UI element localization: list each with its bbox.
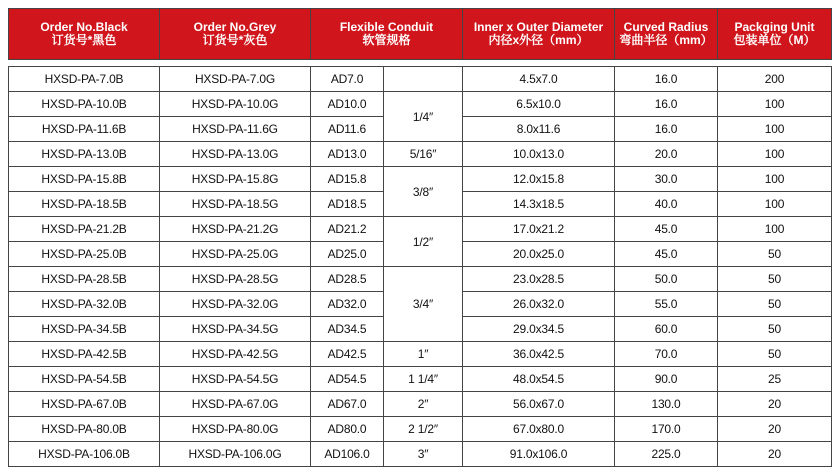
conduit-ad-cell: AD32.0 — [311, 292, 384, 317]
conduit-ad-cell: AD67.0 — [311, 392, 384, 417]
table-row — [9, 67, 832, 92]
header-order-grey-cn: 订货号*灰色 — [202, 33, 268, 47]
order-no-grey-cell: HXSD-PA-34.5G — [160, 317, 311, 342]
conduit-ad-cell: AD15.8 — [311, 167, 384, 192]
diameter-cell: 6.5x10.0 — [463, 92, 615, 117]
packaging-unit-cell: 50 — [718, 317, 832, 342]
header-flexible-conduit-en: Flexible Conduit — [339, 20, 434, 34]
packaging-unit-cell: 20 — [718, 392, 832, 417]
curved-radius-cell: 225.0 — [615, 442, 718, 467]
header-diameter — [463, 9, 615, 60]
table-row — [9, 342, 832, 367]
header-order-black — [9, 9, 160, 60]
conduit-size-cell: 2 1/2″ — [384, 417, 463, 442]
header-diameter-cn: 内径x外径（mm） — [488, 33, 589, 47]
curved-radius-cell: 130.0 — [615, 392, 718, 417]
diameter-cell: 23.0x28.5 — [463, 267, 615, 292]
conduit-ad-cell: AD42.5 — [311, 342, 384, 367]
packaging-unit-cell: 50 — [718, 267, 832, 292]
specification-table — [8, 8, 832, 467]
curved-radius-cell: 30.0 — [615, 167, 718, 192]
diameter-cell: 56.0x67.0 — [463, 392, 615, 417]
conduit-size-cell: 2″ — [384, 392, 463, 417]
packaging-unit-cell: 100 — [718, 92, 832, 117]
order-no-grey-cell: HXSD-PA-106.0G — [160, 442, 311, 467]
order-no-black-cell: HXSD-PA-7.0B — [9, 67, 160, 92]
packaging-unit-cell: 50 — [718, 342, 832, 367]
conduit-size-cell — [384, 67, 463, 92]
order-no-black-cell: HXSD-PA-106.0B — [9, 442, 160, 467]
diameter-cell: 20.0x25.0 — [463, 242, 615, 267]
conduit-ad-cell: AD13.0 — [311, 142, 384, 167]
order-no-grey-cell: HXSD-PA-67.0G — [160, 392, 311, 417]
diameter-cell: 8.0x11.6 — [463, 117, 615, 142]
packaging-unit-cell: 200 — [718, 67, 832, 92]
conduit-ad-cell: AD25.0 — [311, 242, 384, 267]
packaging-unit-cell: 100 — [718, 142, 832, 167]
conduit-size-cell: 3/4″ — [384, 267, 463, 342]
diameter-cell: 14.3x18.5 — [463, 192, 615, 217]
table-row — [9, 92, 832, 117]
diameter-cell: 36.0x42.5 — [463, 342, 615, 367]
conduit-ad-cell: AD106.0 — [311, 442, 384, 467]
packaging-unit-cell: 20 — [718, 442, 832, 467]
order-no-black-cell: HXSD-PA-28.5B — [9, 267, 160, 292]
diameter-cell: 29.0x34.5 — [463, 317, 615, 342]
conduit-ad-cell: AD80.0 — [311, 417, 384, 442]
curved-radius-cell: 45.0 — [615, 217, 718, 242]
curved-radius-cell: 170.0 — [615, 417, 718, 442]
order-no-grey-cell: HXSD-PA-11.6G — [160, 117, 311, 142]
header-flexible-conduit — [311, 9, 463, 60]
order-no-black-cell: HXSD-PA-34.5B — [9, 317, 160, 342]
header-diameter-en: Inner x Outer Diameter — [473, 20, 604, 34]
order-no-black-cell: HXSD-PA-11.6B — [9, 117, 160, 142]
order-no-grey-cell: HXSD-PA-10.0G — [160, 92, 311, 117]
curved-radius-cell: 20.0 — [615, 142, 718, 167]
order-no-black-cell: HXSD-PA-13.0B — [9, 142, 160, 167]
order-no-grey-cell: HXSD-PA-15.8G — [160, 167, 311, 192]
conduit-ad-cell: AD10.0 — [311, 92, 384, 117]
conduit-size-cell: 1/2″ — [384, 217, 463, 267]
packaging-unit-cell: 25 — [718, 367, 832, 392]
packaging-unit-cell: 20 — [718, 417, 832, 442]
table-body — [9, 67, 832, 467]
conduit-ad-cell: AD7.0 — [311, 67, 384, 92]
order-no-grey-cell: HXSD-PA-28.5G — [160, 267, 311, 292]
curved-radius-cell: 70.0 — [615, 342, 718, 367]
packaging-unit-cell: 100 — [718, 167, 832, 192]
conduit-size-cell: 3″ — [384, 442, 463, 467]
table-row — [9, 142, 832, 167]
conduit-ad-cell: AD54.5 — [311, 367, 384, 392]
order-no-black-cell: HXSD-PA-80.0B — [9, 417, 160, 442]
order-no-grey-cell: HXSD-PA-32.0G — [160, 292, 311, 317]
table-row — [9, 167, 832, 192]
order-no-grey-cell: HXSD-PA-13.0G — [160, 142, 311, 167]
order-no-grey-cell: HXSD-PA-54.5G — [160, 367, 311, 392]
curved-radius-cell: 40.0 — [615, 192, 718, 217]
diameter-cell: 91.0x106.0 — [463, 442, 615, 467]
header-flexible-conduit-cn: 软管规格 — [362, 33, 411, 47]
diameter-cell: 4.5x7.0 — [463, 67, 615, 92]
curved-radius-cell: 55.0 — [615, 292, 718, 317]
conduit-ad-cell: AD21.2 — [311, 217, 384, 242]
order-no-grey-cell: HXSD-PA-7.0G — [160, 67, 311, 92]
order-no-black-cell: HXSD-PA-15.8B — [9, 167, 160, 192]
diameter-cell: 67.0x80.0 — [463, 417, 615, 442]
order-no-black-cell: HXSD-PA-10.0B — [9, 92, 160, 117]
packaging-unit-cell: 50 — [718, 242, 832, 267]
table-row — [9, 417, 832, 442]
order-no-grey-cell: HXSD-PA-25.0G — [160, 242, 311, 267]
packaging-unit-cell: 100 — [718, 192, 832, 217]
table-header — [9, 9, 832, 67]
header-order-black-en: Order No.Black — [40, 20, 128, 34]
header-order-black-cn: 订货号*黑色 — [51, 33, 117, 47]
header-spacer — [9, 60, 832, 67]
diameter-cell: 17.0x21.2 — [463, 217, 615, 242]
curved-radius-cell: 90.0 — [615, 367, 718, 392]
conduit-ad-cell: AD11.6 — [311, 117, 384, 142]
order-no-black-cell: HXSD-PA-18.5B — [9, 192, 160, 217]
curved-radius-cell: 16.0 — [615, 92, 718, 117]
header-packaging-unit — [718, 9, 832, 60]
order-no-black-cell: HXSD-PA-67.0B — [9, 392, 160, 417]
packaging-unit-cell: 50 — [718, 292, 832, 317]
order-no-grey-cell: HXSD-PA-18.5G — [160, 192, 311, 217]
header-order-grey-en: Order No.Grey — [193, 20, 277, 34]
conduit-size-cell: 1 1/4″ — [384, 367, 463, 392]
conduit-size-cell: 5/16″ — [384, 142, 463, 167]
order-no-black-cell: HXSD-PA-25.0B — [9, 242, 160, 267]
order-no-black-cell: HXSD-PA-54.5B — [9, 367, 160, 392]
packaging-unit-cell: 100 — [718, 117, 832, 142]
diameter-cell: 26.0x32.0 — [463, 292, 615, 317]
conduit-size-cell: 1/4″ — [384, 92, 463, 142]
conduit-ad-cell: AD28.5 — [311, 267, 384, 292]
conduit-size-cell: 1″ — [384, 342, 463, 367]
table-row — [9, 442, 832, 467]
order-no-grey-cell: HXSD-PA-80.0G — [160, 417, 311, 442]
diameter-cell: 10.0x13.0 — [463, 142, 615, 167]
curved-radius-cell: 60.0 — [615, 317, 718, 342]
table-row — [9, 217, 832, 242]
header-curved-radius-en: Curved Radius — [623, 20, 709, 34]
conduit-ad-cell: AD34.5 — [311, 317, 384, 342]
curved-radius-cell: 50.0 — [615, 267, 718, 292]
conduit-ad-cell: AD18.5 — [311, 192, 384, 217]
curved-radius-cell: 45.0 — [615, 242, 718, 267]
diameter-cell: 12.0x15.8 — [463, 167, 615, 192]
order-no-black-cell: HXSD-PA-32.0B — [9, 292, 160, 317]
header-curved-radius-cn: 弯曲半径（mm） — [619, 33, 713, 47]
header-packaging-unit-en: Packging Unit — [734, 20, 815, 34]
order-no-black-cell: HXSD-PA-21.2B — [9, 217, 160, 242]
table-row — [9, 392, 832, 417]
packaging-unit-cell: 100 — [718, 217, 832, 242]
header-packaging-unit-cn: 包装单位（M） — [733, 33, 816, 47]
order-no-grey-cell: HXSD-PA-42.5G — [160, 342, 311, 367]
diameter-cell: 48.0x54.5 — [463, 367, 615, 392]
header-curved-radius — [615, 9, 718, 60]
table-row — [9, 367, 832, 392]
order-no-black-cell: HXSD-PA-42.5B — [9, 342, 160, 367]
curved-radius-cell: 16.0 — [615, 67, 718, 92]
header-order-grey — [160, 9, 311, 60]
order-no-grey-cell: HXSD-PA-21.2G — [160, 217, 311, 242]
curved-radius-cell: 16.0 — [615, 117, 718, 142]
table-row — [9, 267, 832, 292]
conduit-size-cell: 3/8″ — [384, 167, 463, 217]
